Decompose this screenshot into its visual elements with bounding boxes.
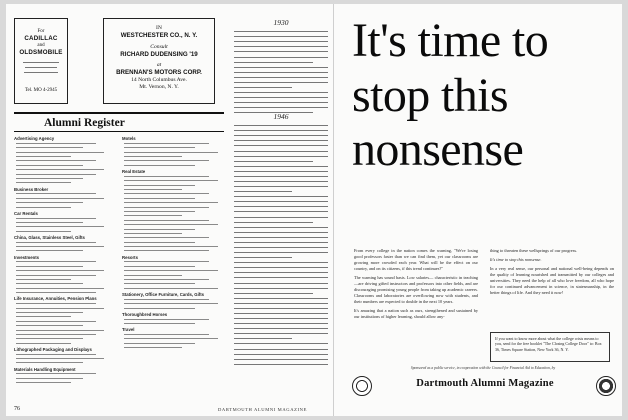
alumni-register-title: Alumni Register bbox=[14, 112, 224, 132]
ad-contact-name: RICHARD DUDENSING '19 bbox=[120, 50, 198, 58]
register-category: Travel bbox=[122, 327, 135, 333]
register-category: Real Estate bbox=[122, 169, 146, 175]
register-column-2 bbox=[122, 134, 226, 350]
year-heading-1930: 1930 bbox=[273, 18, 289, 27]
ad-at: at bbox=[156, 62, 162, 69]
body-paragraph: thing to threaten these wellsprings of our progress. bbox=[490, 248, 578, 253]
ad-brand-oldsmobile: OLDSMOBILE bbox=[19, 49, 63, 57]
body-emphasis: It's time to stop this nonsense. bbox=[490, 257, 542, 263]
body-paragraph: The warning has sound basis. Low salaries— characteristic in teaching—are driving gifted instructors and professors into other fields, and are discouraging promising young people from taking up academic careers. Classrooms and laboratories are overflowing now with students, and their numbers are expected to double in the next 10 years. bbox=[354, 275, 478, 305]
year-heading-1946: 1946 bbox=[273, 112, 289, 121]
body-paragraph: From every college in the nation comes the warning, "We're losing good professors faster than we can find them, yet our classrooms are growing more crowded each year. What will be the effect on our country, and on its citizens, if this trend continues?" bbox=[354, 248, 478, 272]
register-category: Motels bbox=[122, 136, 136, 142]
ad-brand-cadillac: CADILLAC bbox=[24, 35, 58, 43]
register-category: Lithographed Packaging and Displays bbox=[14, 346, 92, 352]
page-number: 76 bbox=[14, 406, 20, 412]
register-category: Thoroughbred Horses bbox=[122, 311, 168, 317]
ad-westchester bbox=[103, 18, 215, 104]
council-seal-icon bbox=[596, 376, 616, 396]
page-footer: DARTMOUTH ALUMNI MAGAZINE bbox=[218, 407, 307, 412]
register-category: Advertising Agency bbox=[14, 136, 55, 142]
left-page bbox=[6, 4, 332, 416]
ad-cadillac bbox=[14, 18, 68, 104]
ad-body-left bbox=[354, 248, 478, 323]
ad-address-line2: Mt. Vernon, N. Y. bbox=[139, 84, 179, 91]
right-page bbox=[333, 4, 622, 416]
register-category: Stationery, Office Furniture, Cards, Gifts bbox=[122, 292, 205, 298]
headline-line-1: It's time to bbox=[352, 14, 549, 67]
register-category: Investments bbox=[14, 254, 40, 260]
register-category: Life Insurance, Annuities, Pension Plans bbox=[14, 296, 97, 302]
ad-body-right bbox=[490, 248, 614, 299]
ad-county: WESTCHESTER CO., N. Y. bbox=[120, 31, 198, 39]
register-category: Car Rentals bbox=[14, 210, 38, 216]
class-notes-1930 bbox=[234, 18, 328, 116]
headline-line-3: nonsense bbox=[352, 123, 524, 177]
register-column-1 bbox=[14, 134, 112, 386]
ad-telephone: Tel. MO 4-2945 bbox=[24, 87, 58, 93]
register-category: China, Glass, Stainless Steel, Gifts bbox=[14, 235, 85, 240]
ad-in-label: IN bbox=[156, 25, 162, 31]
register-category: Resorts bbox=[122, 254, 139, 260]
class-notes-1946 bbox=[234, 112, 328, 368]
register-category: Business Broker bbox=[14, 186, 49, 192]
ad-and-label: and bbox=[37, 43, 45, 48]
ad-consult: Consult bbox=[150, 43, 168, 50]
magazine-spread bbox=[6, 4, 622, 416]
college-seal-icon bbox=[352, 376, 372, 396]
ad-address-line1: 14 North Columbus Ave. bbox=[131, 77, 187, 84]
magazine-masthead: Dartmouth Alumni Magazine bbox=[416, 378, 554, 389]
sponsor-line: Sponsored as a public service, in cooperation with the Council for Financial Aid to Education, by bbox=[410, 366, 556, 370]
booklet-coupon: If you want to know more about what the college crisis means to you, send for the free booklet "The Closing College Door" to: Box 36, Times Square Station, New York 36, N. Y. bbox=[490, 332, 610, 362]
body-paragraph: It's amazing that a nation such as ours, strengthened and sustained by our institutions of higher learning, should allow any- bbox=[354, 308, 478, 320]
register-category: Materials Handling Equipment bbox=[14, 366, 76, 372]
body-paragraph: In a very real sense, our personal and national well-being depends on the quality of learning nourished and transmitted by our colleges and universities. They need the help of all who love freedom, all who hope for our continued advancement in science, in statesmanship, in the better things of life. And they need it now! bbox=[490, 266, 614, 296]
ad-business-name: BRENNAN'S MOTORS CORP. bbox=[116, 69, 202, 77]
headline-line-2: stop this bbox=[352, 68, 508, 122]
ad-headline bbox=[352, 14, 617, 178]
ad-for-label: For bbox=[37, 29, 45, 34]
